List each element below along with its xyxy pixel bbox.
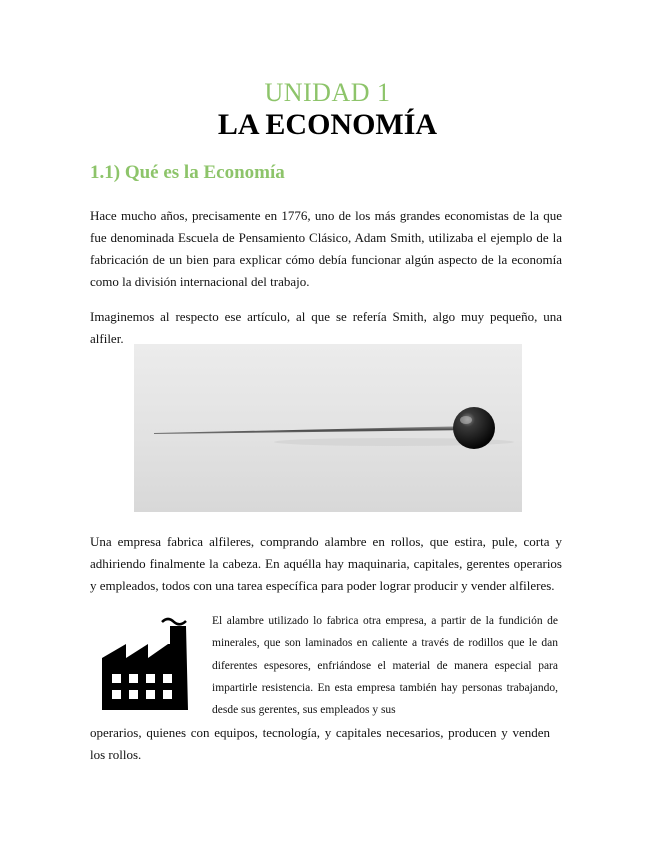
pin-photo <box>134 344 522 512</box>
section-heading: 1.1) Qué es la Economía <box>90 162 285 183</box>
paragraph-intro: Hace mucho años, precisamente en 1776, uno de los más grandes economistas de la que fue denominada Escuela de Pensamiento Clásico, Adam Smith, utilizaba el ejemplo de la fabricación de un bien para explicar cómo debía funcionar algún aspecto de la economía como la división internacional del trabajo. <box>90 208 562 289</box>
pin-illustration <box>134 344 522 512</box>
paragraph-pin: Imaginemos al respecto ese artículo, al que se refería Smith, algo muy pequeño, una alfiler. <box>90 309 562 346</box>
factory-icon <box>100 614 204 712</box>
paragraph-wire-factory: El alambre utilizado lo fabrica otra empresa, a partir de la fundición de minerales, que son laminados en caliente a través de rodillos que le dan diferentes espesores, enfriándose el material de manera especial para impartirle resistencia. En esta empresa también hay personas trabajando, desde sus gerentes, sus empleados y sus <box>212 615 558 717</box>
page-title: LA ECONOMÍA <box>217 108 438 141</box>
paragraph-operators: operarios, quienes con equipos, tecnología, y capitales necesarios, producen y venden los rollos. <box>90 725 550 762</box>
unit-label: UNIDAD 1 <box>264 78 391 107</box>
paragraph-company: Una empresa fabrica alfileres, comprando alambre en rollos, que estira, pule, corta y adhiriendo finalmente la cabeza. En aquélla hay maquinaria, capitales, gerentes operarios y empleados, todos con una tarea específica para poder lograr producir y vender alfileres. <box>90 534 562 593</box>
